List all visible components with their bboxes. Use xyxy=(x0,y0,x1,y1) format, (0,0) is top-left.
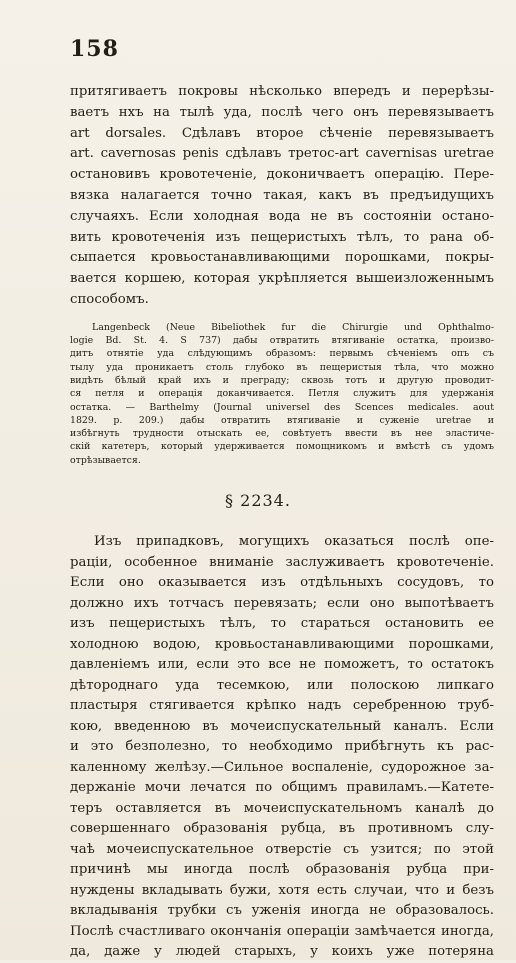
text-line: сыпается кровьостанавливающими порошками, покры- xyxy=(70,250,494,266)
text-line: теръ оставляется въ мочеиспускательномъ каналѣ до xyxy=(70,800,494,816)
text-line: вить кровотеченія изъ пещеристыхъ тѣлъ, то рана об- xyxy=(70,229,494,245)
text-line: держаніе мочи лечатся по общимъ правиламъ.—Катете- xyxy=(70,780,494,796)
footnote-line: logie Bd. St. 4. S 737) дабы отвратить втягиваніе остатка, произво- xyxy=(70,335,494,347)
text-line: холодною водою, кровьостанавливающими порошками, xyxy=(70,636,494,652)
footnote-line: избѣгнуть трудности отыскать ее, совѣтуетъ ввести въ нее эластиче- xyxy=(70,428,494,440)
text-line: дѣтороднаго уда тесемкою, или полоскою липкаго xyxy=(70,677,494,693)
footnote-line: отрѣзывается. xyxy=(70,454,141,466)
footnote-line: 1829. p. 209.) дабы отвратить втягиваніе и суженіе uretrae и xyxy=(70,414,494,426)
text-line: вкладыванія трубки съ уженія иногда не образовалось. xyxy=(70,903,494,919)
text-line: ваетъ нхъ на тылѣ уда, послѣ чего онъ перевязываетъ xyxy=(70,104,494,120)
section-heading: § 2234. xyxy=(225,491,291,511)
text-line: способомъ. xyxy=(70,291,149,307)
text-line: изъ пещеристыхъ тѣлъ, то стараться остановить ее xyxy=(70,616,494,632)
page-number: 158 xyxy=(70,36,119,62)
text-line: Если оно оказывается изъ отдѣльныхъ сосудовъ, то xyxy=(70,575,494,591)
footnote-line: видѣть бѣлый край ихъ и преграду; сквозь тотъ и другую проводит- xyxy=(70,374,494,386)
text-line: должно ихъ тотчасъ перевязать; если оно выпотѣваетъ xyxy=(70,595,494,611)
footnote-line: скій катетеръ, который удерживается помощникомъ и вмѣстѣ съ удомъ xyxy=(70,441,494,453)
footnote-line: остатка. — Barthelmy (Journal universel des Scences medicales. aout xyxy=(70,401,494,413)
text-line: чаѣ мочеиспускательное отверстіе съ узится; по этой xyxy=(70,841,494,857)
paragraph-main xyxy=(70,82,494,311)
footnote-line: тылу уда проникаетъ столь глубоко въ пещеристыя тѣла, что можно xyxy=(70,361,494,373)
text-line: давленіемъ или, если это все не поможетъ, то остатокъ xyxy=(70,657,494,673)
text-line: Изъ припадковъ, могущихъ оказаться послѣ опе- xyxy=(94,534,494,550)
text-line: пластыря стягивается крѣпко надъ серебренною труб- xyxy=(70,698,494,714)
text-line: вается коршею, которая укрѣпляется вышеизложеннымъ xyxy=(70,271,494,287)
text-line: да, даже у людей старыхъ, у коихъ уже потеряна xyxy=(70,944,494,960)
text-line: раціи, особенное вниманіе заслуживаетъ кровотеченіе. xyxy=(70,554,494,570)
text-line: каленному желѣзу.—Сильное воспаленіе, судорожное за- xyxy=(70,759,494,775)
text-line: art. cavernosas penis сдѣлавъ третос-art cavernisas uretrae xyxy=(70,146,494,162)
footnote-line: ся петля и операція доканчивается. Петля служитъ для удержанія xyxy=(70,388,494,400)
text-line: Послѣ счастливаго окончанія операціи замѣчается иногда, xyxy=(70,923,494,939)
footnote xyxy=(70,321,494,467)
text-line: случаяхъ. Если холодная вода не въ состояніи остано- xyxy=(70,208,494,224)
text-line: art dorsales. Сдѣлавъ второе сѣченіе перевязываетъ xyxy=(70,125,494,141)
footnote-line: дитъ отнятіе уда слѣдующимъ образомъ: первымъ сѣченіемъ опъ съ xyxy=(70,348,494,360)
text-line: остановивъ кровотеченіе, доконичваетъ операцію. Пере- xyxy=(70,167,494,183)
paragraph-section xyxy=(70,532,494,963)
text-line: вязка налагается точно такая, какъ въ предъидущихъ xyxy=(70,187,494,203)
footnote-line: Langenbeck (Neue Bibeliothek fur die Chirurgie und Ophthalmo- xyxy=(92,321,494,333)
text-line: причинѣ мы иногда послѣ образованія рубца при- xyxy=(70,862,494,878)
text-line: и это безполезно, то необходимо прибѣгнуть къ рас- xyxy=(70,739,494,755)
text-line: нуждены вкладывать бужи, хотя есть случаи, что и безъ xyxy=(70,882,494,898)
text-line: совершеннаго образованія рубца, въ противномъ слу- xyxy=(70,821,494,837)
text-line: притягиваетъ покровы нѣсколько впередъ и перерѣзы- xyxy=(70,84,494,99)
text-line: кою, введенною въ мочеиспускательный каналъ. Если xyxy=(70,718,494,734)
